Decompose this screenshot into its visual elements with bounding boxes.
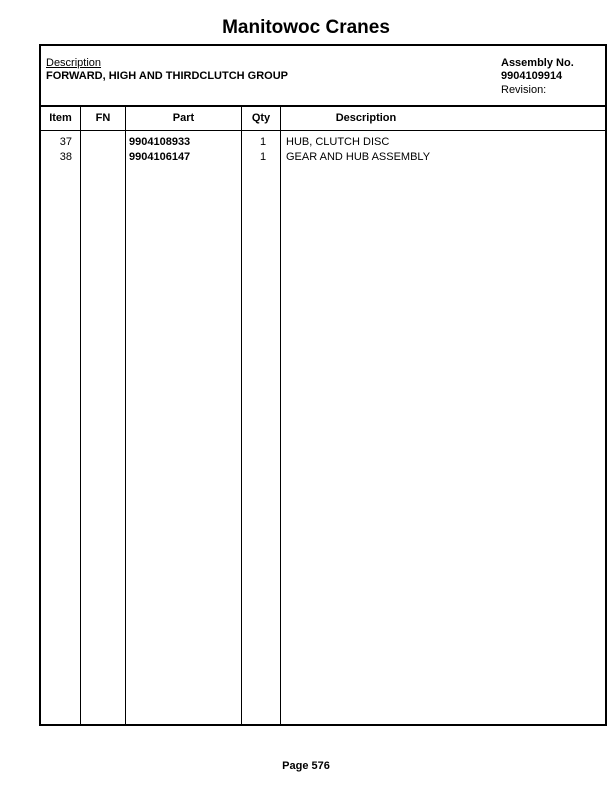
row-item: 38 — [59, 151, 72, 163]
column-header-part: Part — [172, 112, 195, 124]
parts-list-frame — [39, 44, 607, 726]
column-header-fn: FN — [95, 112, 111, 124]
row-description: HUB, CLUTCH DISC — [286, 136, 390, 148]
row-part-number: 9904106147 — [129, 151, 191, 163]
assembly-header — [41, 46, 605, 107]
column-header-item: Item — [49, 112, 72, 124]
row-description: GEAR AND HUB ASSEMBLY — [286, 151, 431, 163]
page-title: Manitowoc Cranes — [222, 17, 390, 38]
row-part-number: 9904108933 — [129, 136, 191, 148]
column-divider — [280, 107, 281, 724]
page-number: Page 576 — [282, 760, 330, 772]
column-divider — [241, 107, 242, 724]
column-divider — [80, 107, 81, 724]
row-item: 37 — [59, 136, 72, 148]
column-divider — [125, 107, 126, 724]
description-label: Description — [46, 57, 102, 69]
assembly-number-value: 9904109914 — [501, 70, 563, 82]
assembly-number-label: Assembly No. — [501, 57, 574, 69]
column-header-qty: Qty — [251, 112, 271, 124]
revision-label: Revision: — [501, 84, 547, 96]
column-header-description: Description — [335, 112, 397, 124]
description-value: FORWARD, HIGH AND THIRDCLUTCH GROUP — [46, 70, 288, 82]
row-quantity: 1 — [259, 151, 267, 163]
row-quantity: 1 — [259, 136, 267, 148]
